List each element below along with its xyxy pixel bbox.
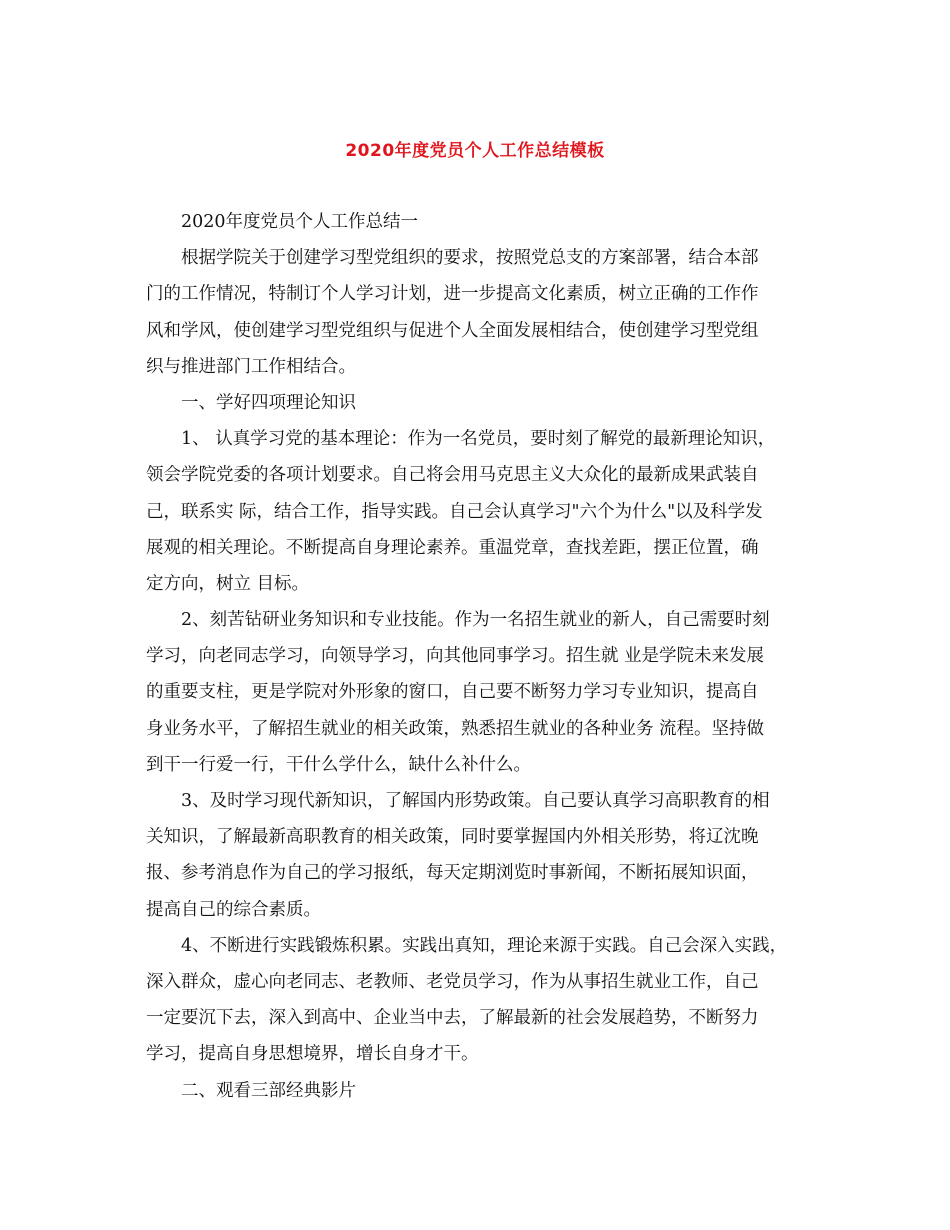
text-line: 领会学院党委的各项计划要求。自己将会用马克思主义大众化的最新成果武装自 [146,465,759,486]
text-line: 4、不断进行实践锻炼积累。实践出真知，理论来源于实践。自己会深入实践， [181,935,788,956]
text-line: 身业务水平，了解招生就业的相关政策，熟悉招生就业的各种业务 流程。坚持做 [146,718,765,739]
text-line: 1、 认真学习党的基本理论：作为一名党员，要时刻了解党的最新理论知识， [181,429,776,450]
document-title: 2020年度党员个人工作总结模板 [345,141,605,161]
text-line: 2、刻苦钻研业务知识和专业技能。作为一名招生就业的新人，自己需要时刻 [181,610,770,631]
text-line: 己，联系实 际，结合工作，指导实践。自己会认真学习"六个为什么"以及科学发 [146,501,763,522]
text-line: 展观的相关理论。不断提高自身理论素养。重温党章，查找差距，摆正位置，确 [146,537,759,558]
text-line: 一定要沉下去，深入到高中、企业当中去，了解最新的社会发展趋势，不断努力 [146,1008,759,1029]
text-line: 学习，提高自身思想境界，增长自身才干。 [146,1044,479,1065]
text-line: 织与推进部门工作相结合。 [146,356,356,377]
text-line: 风和学风，使创建学习型党组织与促进个人全面发展相结合，使创建学习型党组 [146,320,759,341]
text-line: 根据学院关于创建学习型党组织的要求，按照党总支的方案部署，结合本部 [181,248,759,269]
document-body [146,204,811,1109]
text-line: 提高自己的综合素质。 [146,899,321,920]
text-line: 一、学好四项理论知识 [181,392,356,413]
text-line: 2020年度党员个人工作总结一 [181,212,419,232]
text-line: 3、及时学习现代新知识，了解国内形势政策。自己要认真学习高职教育的相 [181,791,770,811]
text-line: 门的工作情况，特制订个人学习计划，进一步提高文化素质，树立正确的工作作 [146,284,759,305]
text-line: 的重要支柱，更是学院对外形象的窗口，自己要不断努力学习专业知识，提高自 [146,682,759,703]
text-line: 到干一行爱一行，干什么学什么，缺什么补什么。 [146,754,531,775]
text-line: 深入群众，虚心向老同志、老教师、老党员学习，作为从事招生就业工作，自己 [146,971,759,992]
text-line: 关知识，了解最新高职教育的相关政策，同时要掌握国内外相关形势，将辽沈晚 [146,827,759,848]
text-line: 二、观看三部经典影片 [181,1080,356,1101]
text-line: 报、参考消息作为自己的学习报纸，每天定期浏览时事新闻，不断拓展知识面， [146,863,759,884]
text-line: 学习，向老同志学习，向领导学习，向其他同事学习。招生就 业是学院未来发展 [146,646,765,667]
text-line: 定方向，树立 目标。 [146,573,310,594]
